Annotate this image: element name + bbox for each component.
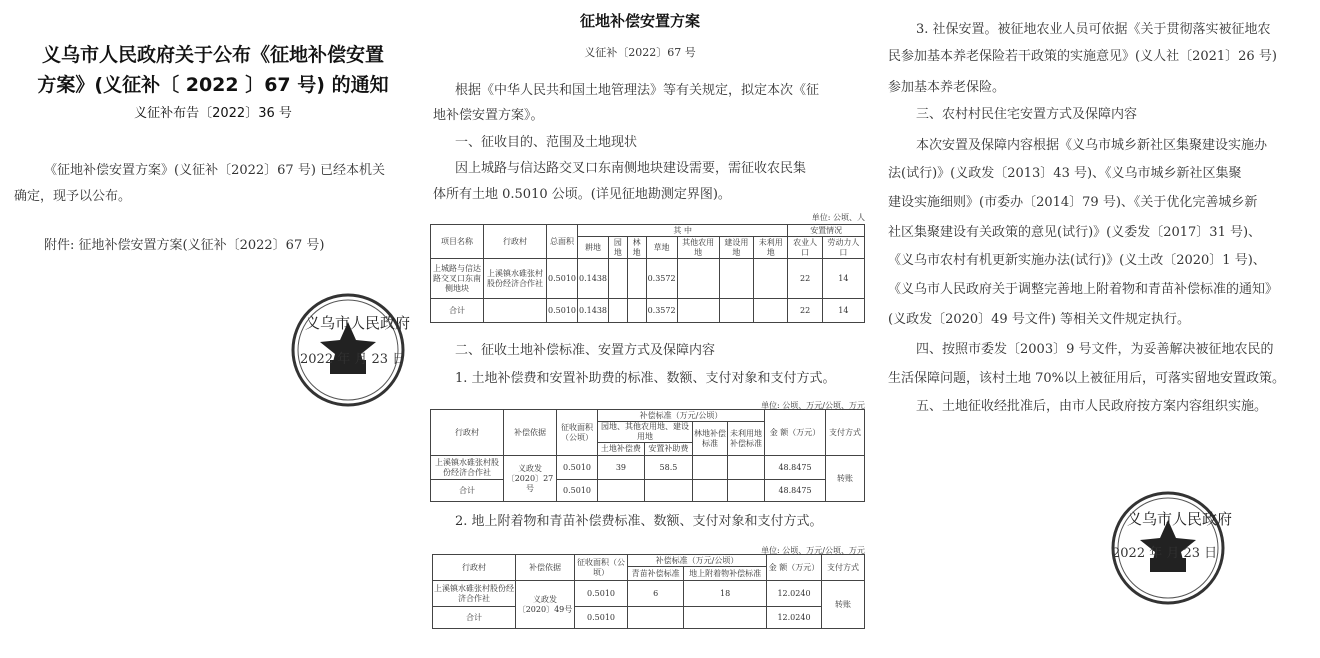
table-cell [484, 299, 547, 323]
right-section3-heading: 三、农村村民住宅安置方式及保障内容 [916, 107, 1138, 122]
table-header: 安置情况 [788, 225, 865, 237]
table-row [433, 581, 865, 607]
table-header: 建设用地 [719, 237, 753, 259]
table-cell [628, 607, 684, 629]
table-header: 劳动力人口 [822, 237, 864, 259]
table-cell [684, 607, 767, 629]
table-header: 项目名称 [431, 225, 484, 259]
right-section4-line2: 生活保障问题，该村土地 70%以上被征用后，可落实留地安置政策。 [888, 371, 1286, 386]
right-p3-line2: 民参加基本养老保险若干政策的实施意见》(义人社〔2021〕26 号) [888, 49, 1277, 64]
notice-doc-number: 义征补布告〔2022〕36 号 [134, 106, 292, 121]
right-s3-line4: 社区集聚建设有关政策的意见(试行)》(义委发〔2017〕31 号)、 [888, 225, 1262, 240]
table-header: 征收面积（公顷） [557, 410, 598, 456]
attachment-compensation-table [432, 554, 865, 629]
table-cell: 转账 [822, 581, 865, 629]
table-header: 安置补助费 [644, 443, 692, 456]
table-cell: 上城路与信达路交叉口东南侧地块 [431, 259, 484, 299]
table-cell [719, 299, 753, 323]
table-cell [754, 259, 788, 299]
right-p3-line3: 参加基本养老保险。 [888, 80, 1006, 95]
notice-seal-date: 2022 年 月 23 日 [300, 352, 406, 367]
notice-title-line1: 义乌市人民政府关于公布《征地补偿安置 [41, 44, 384, 66]
table-cell [719, 259, 753, 299]
right-section5: 五、土地征收经批准后，由市人民政府按方案内容组织实施。 [916, 399, 1268, 414]
notice-body-line2: 确定，现予以公布。 [14, 189, 132, 204]
plan-page-continued [880, 0, 1320, 658]
table-cell: 0.5010 [547, 299, 578, 323]
table-cell: 39 [598, 456, 645, 480]
table2-unit: 单位: 公顷、万元/公顷、万元 [761, 401, 865, 410]
table-cell: 14 [822, 259, 864, 299]
notice-page [0, 0, 420, 658]
plan-section1-heading: 一、征收目的、范围及土地现状 [455, 135, 638, 150]
table-cell: 0.5010 [547, 259, 578, 299]
table-cell: 合计 [431, 480, 504, 502]
right-s3-line7: (义政发〔2020〕49 号文件) 等相关文件规定执行。 [888, 312, 1191, 327]
table-header: 行政村 [431, 410, 504, 456]
table-cell [627, 259, 646, 299]
plan-title: 征地补偿安置方案 [579, 12, 700, 30]
table-cell [627, 299, 646, 323]
table-cell [728, 456, 765, 480]
right-section4-line1: 四、按照市委发〔2003〕9 号文件，为妥善解决被征地农民的 [916, 342, 1274, 357]
table-cell [754, 299, 788, 323]
table-cell [693, 456, 728, 480]
notice-title [18, 40, 408, 100]
table-cell: 0.5010 [575, 607, 628, 629]
plan-section1-line1: 因上城路与信达路交叉口东南侧地块建设需要，需征收农民集 [455, 161, 807, 176]
notice-attachment: 附件: 征地补偿安置方案(义征补〔2022〕67 号) [44, 238, 325, 253]
table-cell: 0.5010 [557, 480, 598, 502]
table-cell: 14 [822, 299, 864, 323]
table-header: 征收面积（公顷） [575, 555, 628, 581]
table-header: 补偿依据 [504, 410, 557, 456]
table-header: 草地 [646, 237, 677, 259]
table-cell: 0.5010 [557, 456, 598, 480]
right-s3-line1: 本次安置及保障内容根据《义乌市城乡新社区集聚建设实施办 [916, 138, 1268, 153]
right-s3-line6: 《义乌市人民政府关于调整完善地上附着物和青苗补偿标准的通知》 [888, 282, 1279, 297]
table-cell: 0.3572 [646, 259, 677, 299]
table-cell: 上溪镇水碓张村股份经济合作社 [433, 581, 516, 607]
table-header: 未利用地补偿标准 [728, 422, 765, 456]
table-header: 地上附着物补偿标准 [684, 567, 767, 581]
seal-text-fragment: 义乌市人民政府 [1127, 510, 1233, 528]
table-cell [598, 480, 645, 502]
table-header: 支付方式 [822, 555, 865, 581]
table-header: 补偿依据 [516, 555, 575, 581]
table-row [431, 480, 865, 502]
table-row [431, 456, 865, 480]
table-cell: 0.3572 [646, 299, 677, 323]
plan-section1-line2: 体所有土地 0.5010 公顷。(详见征地勘测定界图)。 [433, 187, 731, 202]
right-s3-line2: 法(试行)》(义政发〔2013〕43 号)、《义乌市城乡新社区集聚 [888, 166, 1242, 181]
table-cell: 18 [684, 581, 767, 607]
table-header: 行政村 [433, 555, 516, 581]
table-header: 总面积 [547, 225, 578, 259]
right-s3-line5: 《义乌市农村有机更新实施办法(试行)》(义土改〔2020〕1 号)、 [888, 253, 1266, 268]
table-row [433, 607, 865, 629]
land-status-table [430, 224, 865, 323]
notice-body-line1: 《征地补偿安置方案》(义征补〔2022〕67 号) 已经本机关 [44, 163, 386, 178]
table-header: 青苗补偿标准 [628, 567, 684, 581]
table-header: 其 中 [578, 225, 788, 237]
table-cell: 上溪镇水碓张村股份经济合作社 [431, 456, 504, 480]
notice-title-line2: 方案》(义征补〔 2022 〕67 号) 的通知 [37, 74, 389, 96]
table-cell: 0.1438 [578, 299, 609, 323]
table-row [431, 299, 865, 323]
table-cell: 6 [628, 581, 684, 607]
table-cell: 22 [788, 259, 822, 299]
table3-unit: 单位: 公顷、万元/公顷、万元 [761, 546, 865, 555]
land-compensation-table [430, 409, 865, 502]
table-header: 金 额（万元） [765, 410, 826, 456]
seal-text-fragment: 义乌市人民政府 [305, 314, 411, 332]
plan-section2-heading: 二、征收土地补偿标准、安置方式及保障内容 [455, 343, 716, 358]
table-cell [728, 480, 765, 502]
table-cell: 0.5010 [575, 581, 628, 607]
plan-intro-line2: 地补偿安置方案》。 [433, 108, 544, 123]
table-cell [644, 480, 692, 502]
table-header: 补偿标准（万元/公顷） [628, 555, 767, 567]
table-header: 支付方式 [826, 410, 865, 456]
table-header: 土地补偿费 [598, 443, 645, 456]
table-cell [677, 299, 719, 323]
table-cell [693, 480, 728, 502]
table-header: 未利用地 [754, 237, 788, 259]
table-header: 行政村 [484, 225, 547, 259]
table-cell: 12.0240 [767, 581, 822, 607]
table-header: 金 额（万元） [767, 555, 822, 581]
right-seal-date: 2022 年 月 23 日 [1112, 546, 1218, 561]
table-header: 耕地 [578, 237, 609, 259]
plan-section2-sub2: 2. 地上附着物和青苗补偿费标准、数额、支付对象和支付方式。 [455, 514, 823, 529]
table-cell: 上溪镇水碓张村股份经济合作社 [484, 259, 547, 299]
plan-doc-number: 义征补〔2022〕67 号 [584, 46, 696, 59]
table-cell [677, 259, 719, 299]
table-cell [609, 259, 628, 299]
table-cell: 12.0240 [767, 607, 822, 629]
right-s3-line3: 建设实施细则》(市委办〔2014〕79 号)、《关于优化完善城乡新 [888, 195, 1258, 210]
table-row [431, 259, 865, 299]
table-cell: 义政发〔2020〕49号 [516, 581, 575, 629]
table-header: 农业人口 [788, 237, 822, 259]
table-cell: 合计 [431, 299, 484, 323]
table-cell [609, 299, 628, 323]
table-cell: 转账 [826, 456, 865, 502]
table-header: 林地 [627, 237, 646, 259]
table-cell: 48.8475 [765, 480, 826, 502]
table1-unit: 单位: 公顷、人 [811, 213, 865, 222]
table-cell: 0.1438 [578, 259, 609, 299]
plan-intro-line1: 根据《中华人民共和国土地管理法》等有关规定，拟定本次《征 [455, 83, 820, 98]
plan-section2-sub1: 1. 土地补偿费和安置补助费的标准、数额、支付对象和支付方式。 [455, 371, 836, 386]
table-cell: 58.5 [644, 456, 692, 480]
table-cell: 义政发〔2020〕27号 [504, 456, 557, 502]
table-cell: 22 [788, 299, 822, 323]
table-header: 园地 [609, 237, 628, 259]
table-header: 林地补偿标准 [693, 422, 728, 456]
plan-page [425, 0, 870, 658]
table-header: 其他农用地 [677, 237, 719, 259]
table-header: 园地、其他农用地、建设用地 [598, 422, 693, 443]
right-p3-line1: 3. 社保安置。被征地农业人员可依据《关于贯彻落实被征地农 [916, 22, 1271, 37]
table-header: 补偿标准（万元/公顷） [598, 410, 765, 422]
table-cell: 合计 [433, 607, 516, 629]
table-cell: 48.8475 [765, 456, 826, 480]
